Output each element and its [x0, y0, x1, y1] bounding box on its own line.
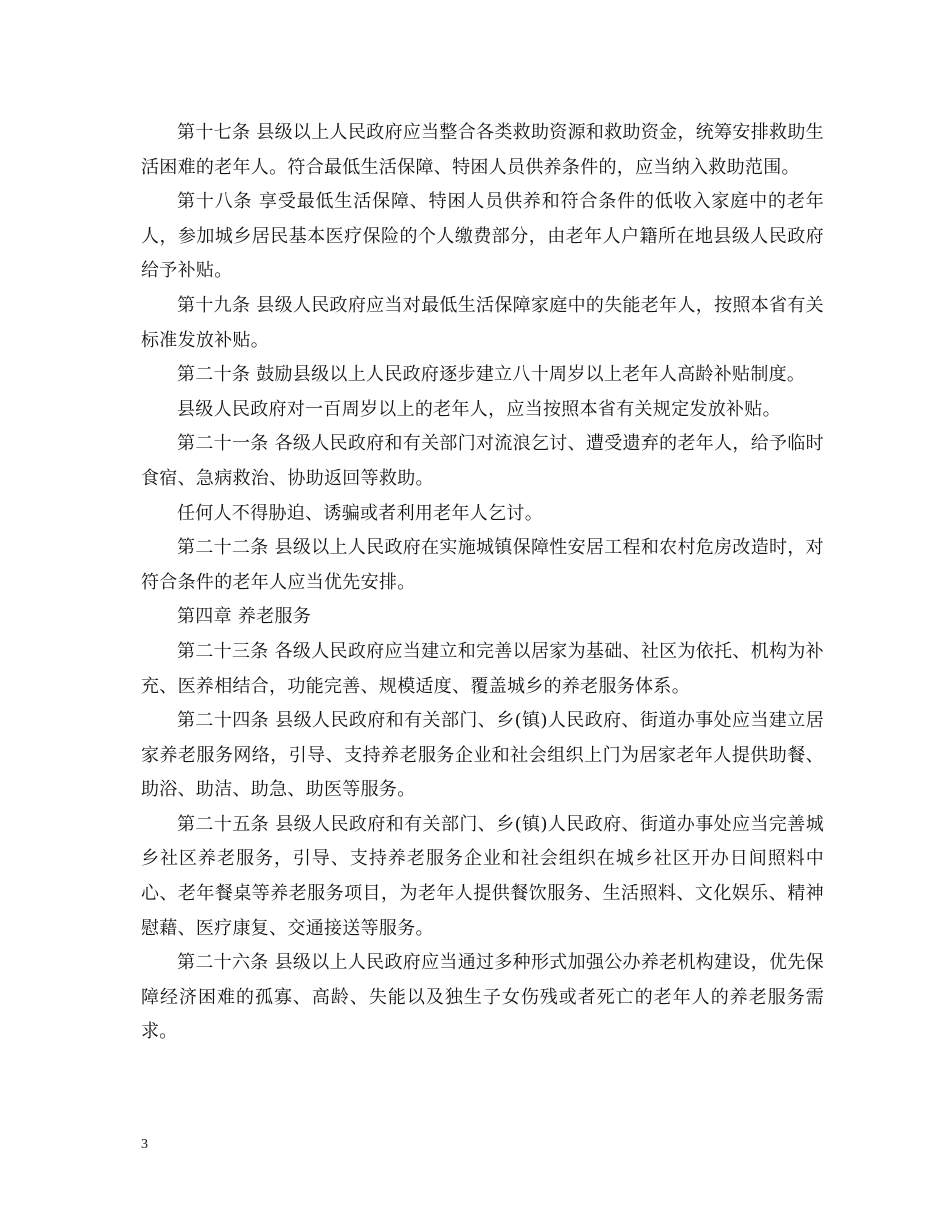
- paragraph-article-18: 第十八条 享受最低生活保障、特困人员供养和符合条件的低收入家庭中的老年人，参加城乡居民基本医疗保险的个人缴费部分，由老年人户籍所在地县级人民政府给予补贴。: [141, 191, 824, 282]
- paragraph-article-20-clause-2: 县级人民政府对一百周岁以上的老年人，应当按照本省有关规定发放补贴。: [177, 398, 781, 420]
- document-body: [141, 116, 824, 1050]
- paragraph-article-19: 第十九条 县级人民政府应当对最低生活保障家庭中的失能老年人，按照本省有关标准发放补贴。: [141, 294, 824, 351]
- page-number: 3: [141, 1137, 148, 1152]
- chapter-heading: 第四章 养老服务: [177, 606, 312, 628]
- paragraph-article-23: 第二十三条 各级人民政府应当建立和完善以居家为基础、社区为依托、机构为补充、医养相结合，功能完善、规模适度、覆盖城乡的养老服务体系。: [141, 640, 824, 697]
- paragraph-article-17: 第十七条 县级以上人民政府应当整合各类救助资源和救助资金，统筹安排救助生活困难的老年人。符合最低生活保障、特困人员供养条件的，应当纳入救助范围。: [141, 122, 824, 178]
- paragraph-article-25: 第二十五条 县级人民政府和有关部门、乡(镇)人民政府、街道办事处应当完善城乡社区养老服务，引导、支持养老服务企业和社会组织在城乡社区开办日间照料中心、老年餐桌等养老服务项目，为老年人提供餐饮服务、生活照料、文化娱乐、精神慰藉、医疗康复、交通接送等服务。: [141, 813, 824, 939]
- paragraph-article-22: 第二十二条 县级以上人民政府在实施城镇保障性安居工程和农村危房改造时，对符合条件的老年人应当优先安排。: [141, 537, 824, 593]
- paragraph-article-20: 第二十条 鼓励县级以上人民政府逐步建立八十周岁以上老年人高龄补贴制度。: [177, 364, 806, 386]
- paragraph-article-24: 第二十四条 县级人民政府和有关部门、乡(镇)人民政府、街道办事处应当建立居家养老服务网络，引导、支持养老服务企业和社会组织上门为居家老年人提供助餐、助浴、助洁、助急、助医等服务。: [141, 710, 824, 801]
- paragraph-article-26: 第二十六条 县级以上人民政府应当通过多种形式加强公办养老机构建设，优先保障经济困难的孤寡、高龄、失能以及独生子女伤残或者死亡的老年人的养老服务需求。: [141, 952, 824, 1043]
- paragraph-article-21-clause-2: 任何人不得胁迫、诱骗或者利用老年人乞讨。: [177, 502, 543, 524]
- paragraph-article-21: 第二十一条 各级人民政府和有关部门对流浪乞讨、遭受遗弃的老年人，给予临时食宿、急病救治、协助返回等救助。: [141, 433, 824, 489]
